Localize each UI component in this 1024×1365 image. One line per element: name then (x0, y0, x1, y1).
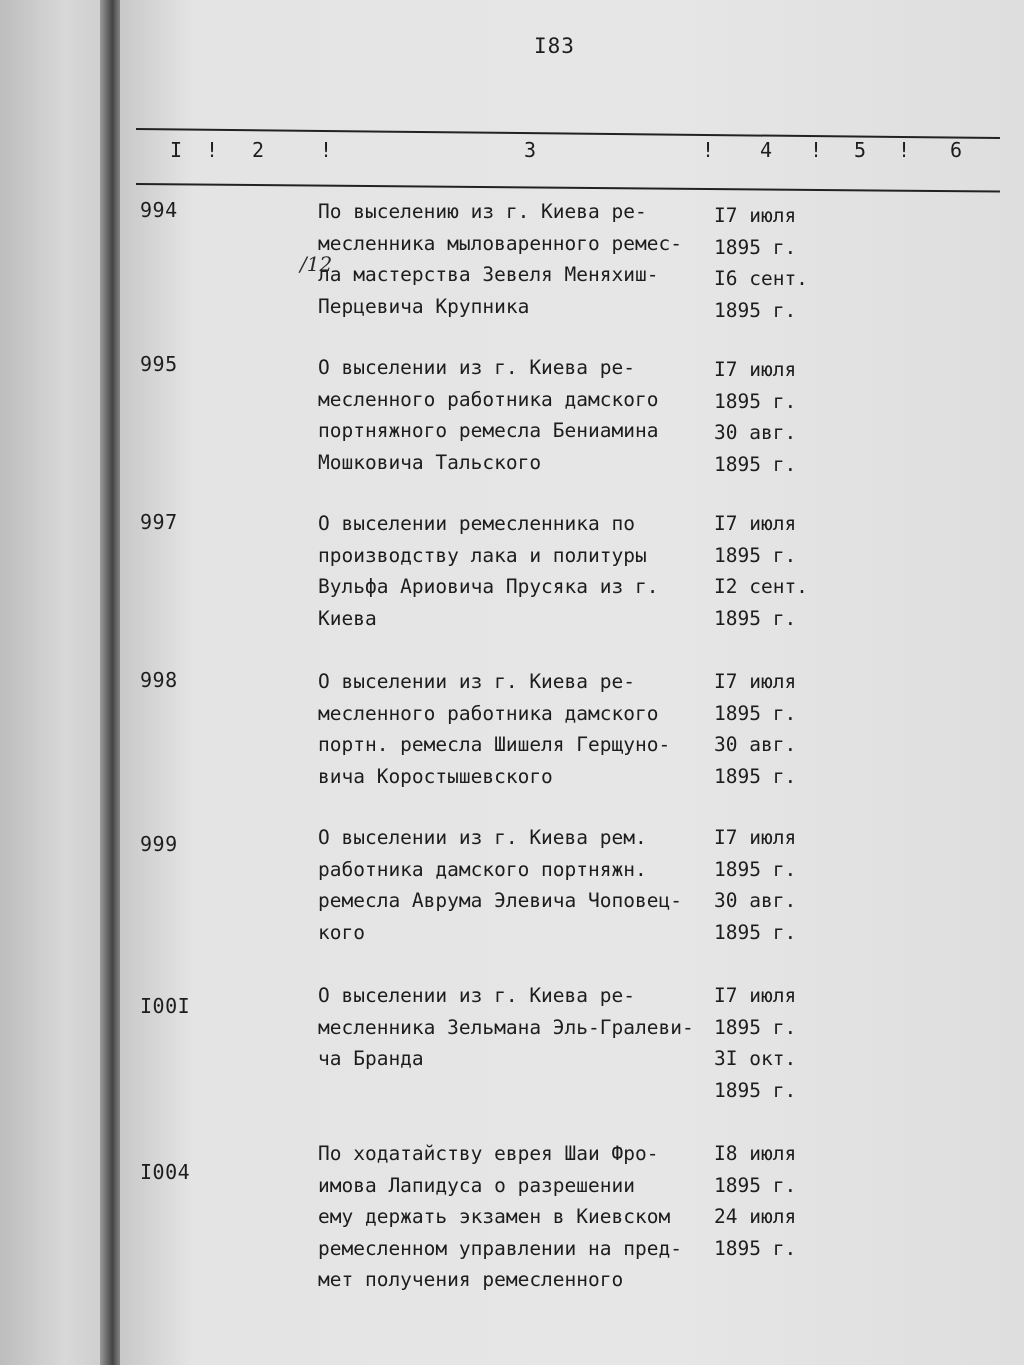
date-line: 1895 г. (714, 1236, 797, 1260)
description-line: месленного работника дамского (318, 701, 659, 725)
description-line: О выселении из г. Киева ре- (318, 984, 635, 1007)
table-header-top-rule (136, 128, 1000, 139)
description-line: портняжного ремесла Бениамина (318, 419, 659, 442)
description-line: О выселении из г. Киева ре- (318, 356, 635, 379)
date-line: 1895 г. (714, 543, 797, 567)
date-line: 1895 г. (714, 606, 797, 630)
entry-dates (714, 200, 824, 326)
column-header-1: I (170, 138, 183, 162)
description-line: работника дамского портняжн. (318, 857, 647, 881)
entry-dates (714, 666, 824, 792)
description-line: Перцевича Крупника (318, 294, 530, 318)
entry-description (318, 980, 718, 1075)
table-header-bottom-rule (136, 183, 1000, 193)
entry-description (318, 352, 718, 478)
entry-description (318, 822, 718, 948)
date-line: I7 июля (714, 826, 797, 849)
description-line: По выселению из г. Киева ре- (318, 200, 647, 223)
date-line: 1895 г. (714, 389, 797, 413)
date-line: I7 июля (714, 204, 797, 227)
description-line: мет получения ремесленного (318, 1268, 624, 1291)
date-line: I2 сент. (714, 575, 808, 598)
date-line: 1895 г. (714, 857, 797, 881)
date-line: 30 авг. (714, 889, 797, 912)
description-line: О выселении из г. Киева ре- (318, 670, 635, 693)
date-line: 1895 г. (714, 1173, 797, 1197)
description-line: ча Бранда (318, 1047, 424, 1070)
description-line: ла мастерства Зевеля Меняхиш- (318, 263, 659, 286)
column-header-6: 6 (950, 138, 963, 162)
date-line: 24 июля (714, 1205, 797, 1228)
entry-description (318, 196, 718, 322)
column-separator: ! (702, 138, 715, 162)
description-line: месленного работника дамского (318, 387, 659, 411)
handwritten-correction: /12 (300, 252, 333, 276)
date-line: I6 сент. (714, 267, 808, 290)
entry-number: I004 (140, 1160, 191, 1184)
date-line: I7 июля (714, 984, 797, 1007)
column-separator: ! (206, 138, 219, 162)
date-line: 1895 г. (714, 920, 797, 944)
column-separator: ! (898, 138, 911, 162)
description-line: ремесла Аврума Элевича Чоповец- (318, 889, 682, 912)
entry-dates (714, 508, 824, 634)
date-line: 30 авг. (714, 733, 797, 756)
entry-dates (714, 1138, 824, 1264)
description-line: ему держать экзамен в Киевском (318, 1205, 671, 1228)
description-line: По ходатайству еврея Шаи Фро- (318, 1142, 659, 1165)
date-line: 1895 г. (714, 1015, 797, 1039)
column-header-2: 2 (252, 138, 265, 162)
date-line: 3I окт. (714, 1047, 797, 1070)
entry-number: 998 (140, 668, 178, 692)
description-line: кого (318, 920, 365, 944)
date-line: I7 июля (714, 512, 797, 535)
description-line: месленника Зельмана Эль-Гралеви- (318, 1015, 694, 1039)
date-line: 1895 г. (714, 764, 797, 788)
entry-dates (714, 822, 824, 948)
date-line: 30 авг. (714, 421, 797, 444)
entry-number: 994 (140, 198, 178, 222)
description-line: Киева (318, 606, 377, 630)
document-page (120, 0, 1024, 1365)
entry-number: 999 (140, 832, 178, 856)
column-header-4: 4 (760, 138, 773, 162)
description-line: О выселении ремесленника по (318, 512, 635, 535)
entry-dates (714, 354, 824, 480)
entry-description (318, 1138, 718, 1296)
description-line: имова Лапидуса о разрешении (318, 1173, 635, 1197)
date-line: I7 июля (714, 358, 797, 381)
description-line: вича Коростышевского (318, 764, 553, 788)
description-line: производству лака и политуры (318, 543, 647, 567)
description-line: О выселении из г. Киева рем. (318, 826, 647, 849)
entry-dates (714, 980, 824, 1106)
entry-number: I00I (140, 994, 191, 1018)
description-line: портн. ремесла Шишеля Герщуно- (318, 733, 671, 756)
entry-description (318, 666, 718, 792)
date-line: 1895 г. (714, 235, 797, 259)
description-line: ремесленном управлении на пред- (318, 1236, 682, 1260)
column-header-5: 5 (854, 138, 867, 162)
entry-number: 995 (140, 352, 178, 376)
date-line: 1895 г. (714, 1078, 797, 1102)
entry-number: 997 (140, 510, 178, 534)
description-line: Мошковича Тальского (318, 450, 542, 474)
column-separator: ! (320, 138, 333, 162)
description-line: Вульфа Ариовича Прусяка из г. (318, 575, 659, 598)
date-line: 1895 г. (714, 298, 797, 322)
column-separator: ! (810, 138, 823, 162)
date-line: 1895 г. (714, 701, 797, 725)
page-number: I83 (534, 34, 575, 58)
entry-description (318, 508, 718, 634)
description-line: месленника мыловаренного ремес- (318, 231, 682, 255)
date-line: 1895 г. (714, 452, 797, 476)
date-line: I8 июля (714, 1142, 797, 1165)
column-header-3: 3 (524, 138, 537, 162)
date-line: I7 июля (714, 670, 797, 693)
